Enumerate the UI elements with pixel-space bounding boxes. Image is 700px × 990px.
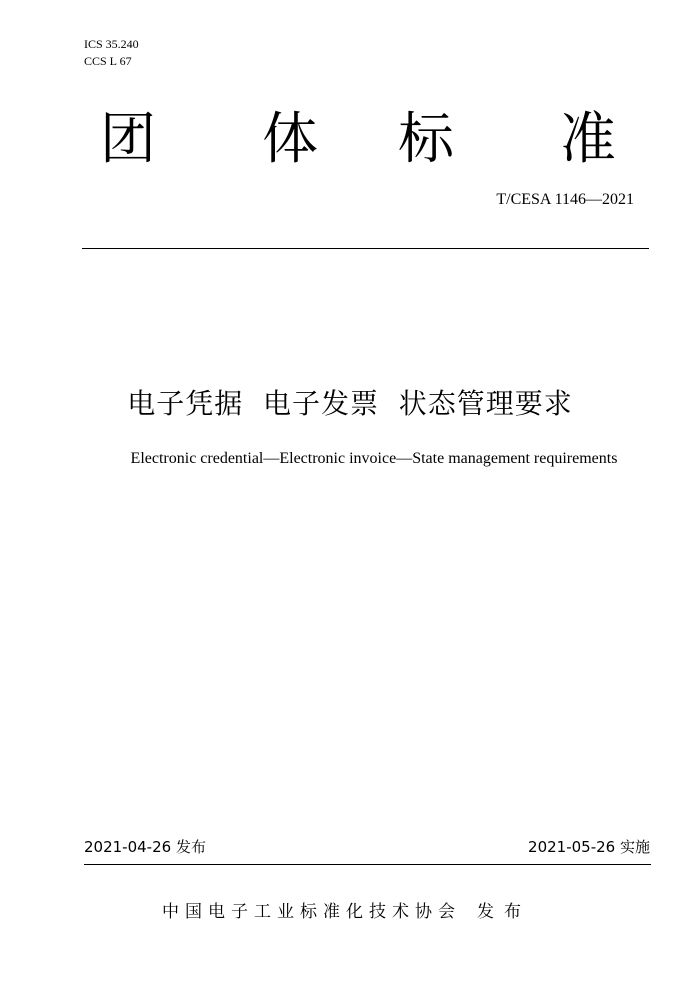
standard-type-char: 标 — [398, 107, 454, 172]
implementation-date: 2021-05-26 实施 — [528, 838, 650, 856]
footer-divider — [84, 864, 651, 865]
standard-type-char: 准 — [560, 107, 616, 172]
title-english: Electronic credential—Electronic invoice—State management requirements — [130, 450, 618, 467]
publish-label: 发布 — [477, 902, 531, 922]
header-divider — [82, 248, 649, 249]
standard-type-char: 团 — [100, 107, 156, 172]
standard-type-char: 体 — [262, 107, 318, 172]
publisher-line — [162, 900, 531, 924]
title-chinese: 电子凭据 电子发票 状态管理要求 — [127, 387, 573, 420]
ics-code: ICS 35.240 — [84, 37, 139, 51]
standard-number: T/CESA 1146—2021 — [496, 191, 634, 208]
ccs-code: CCS L 67 — [84, 54, 132, 68]
issue-date: 2021-04-26 发布 — [84, 838, 206, 856]
publisher-name: 中国电子工业标准化技术协会 — [162, 902, 461, 922]
